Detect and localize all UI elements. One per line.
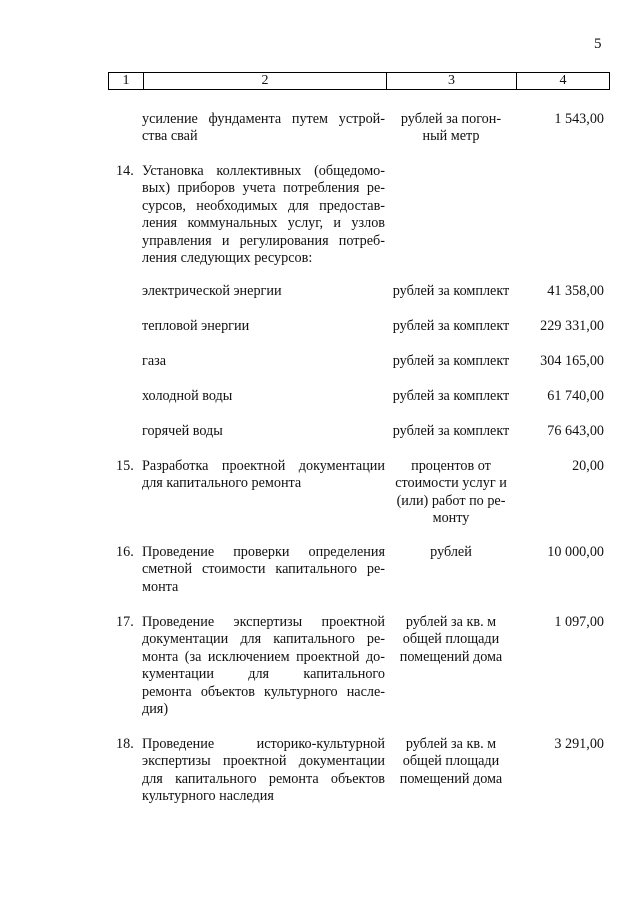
sub-item-name: тепловой энергии [142,318,250,334]
desc-line: усиление фундамента путем устрой- [142,111,385,127]
cont-row-unit [384,111,518,146]
sub-item-value: 229 331,00 [540,318,604,334]
unit-line: общей площади [402,753,500,770]
desc-line: ремонта объектов культурного насле- [142,683,385,700]
sub-item-value: 61 740,00 [547,388,604,404]
sub-item-value: 41 358,00 [547,283,604,299]
desc-line: Установка коллективных (общедомо- [142,163,385,179]
row-16-unit: рублей [430,544,472,560]
unit-line: рублей за погон- [400,111,502,127]
unit-line: стоимости услуг и [395,475,507,492]
sub-item-unit: рублей за комплект [392,283,510,299]
header-col-1: 1 [109,73,144,89]
sub-item-value: 76 643,00 [547,423,604,439]
desc-line: ства свай [142,128,198,145]
unit-line: рублей за кв. м [405,736,497,752]
row-18-description [142,736,385,806]
desc-line: для капитального ремонта [142,475,302,492]
sub-item-unit: рублей за комплект [392,318,510,334]
header-col-3: 3 [387,73,517,89]
sub-item-value: 304 165,00 [540,353,604,369]
row-17-unit [384,614,518,666]
row-15-description [142,458,385,493]
row-18-number: 18. [116,736,134,752]
desc-line: для капитального ремонта объектов [142,770,385,787]
row-16-description [142,544,385,596]
sub-item-name: газа [142,353,167,369]
unit-line: процентов от [411,458,491,474]
desc-line: Проведение историко-культурной [142,736,385,752]
desc-line: управления и регулирования потреб- [142,232,385,249]
desc-line: культурного наследия [142,788,274,805]
header-col-4: 4 [559,73,567,88]
unit-line: монту [432,510,470,527]
desc-line: Проведение проверки определения [142,544,385,560]
row-17-value: 1 097,00 [554,614,604,630]
header-col-2: 2 [144,73,387,89]
desc-line: кументации для капитального [142,666,385,683]
unit-line: помещений дома [399,648,503,665]
sub-item-name: электрической энергии [142,283,282,299]
desc-line: монта (за исключением проектной до- [142,648,385,665]
desc-line: монта [142,578,179,595]
desc-line: дия) [142,701,169,718]
desc-line: ления следующих ресурсов: [142,250,313,267]
row-14-description [142,163,385,267]
sub-item-unit: рублей за комплект [392,353,510,369]
desc-line: документации для капитального ре- [142,631,385,648]
sub-item-unit: рублей за комплект [392,388,510,404]
desc-line: ления коммунальных услуг, и узлов [142,215,385,232]
unit-line: ный метр [422,128,480,145]
unit-line: рублей за кв. м [405,614,497,630]
row-17-number: 17. [116,614,134,630]
desc-line: Разработка проектной документации [142,458,385,474]
row-18-unit [384,736,518,788]
desc-line: вых) приборов учета потребления ре- [142,180,385,197]
cont-row-value: 1 543,00 [554,111,604,127]
table-header [108,72,610,90]
desc-line: сурсов, необходимых для предостав- [142,197,385,214]
row-15-unit [384,458,518,528]
sub-item-name: холодной воды [142,388,233,404]
sub-item-name: горячей воды [142,423,223,439]
desc-line: сметной стоимости капитального ре- [142,561,385,578]
unit-line: общей площади [402,631,500,648]
desc-line: экспертизы проектной документации [142,753,385,770]
cont-row-description [142,111,385,146]
sub-item-unit: рублей за комплект [392,423,510,439]
row-14-number: 14. [116,163,134,179]
unit-line: помещений дома [399,770,503,787]
row-16-number: 16. [116,544,134,560]
row-15-value: 20,00 [572,458,604,474]
row-17-description [142,614,385,718]
page-number: 5 [594,36,602,52]
desc-line: Проведение экспертизы проектной [142,614,385,630]
unit-line: (или) работ по ре- [396,492,506,509]
row-18-value: 3 291,00 [554,736,604,752]
row-16-value: 10 000,00 [547,544,604,560]
row-15-number: 15. [116,458,134,474]
